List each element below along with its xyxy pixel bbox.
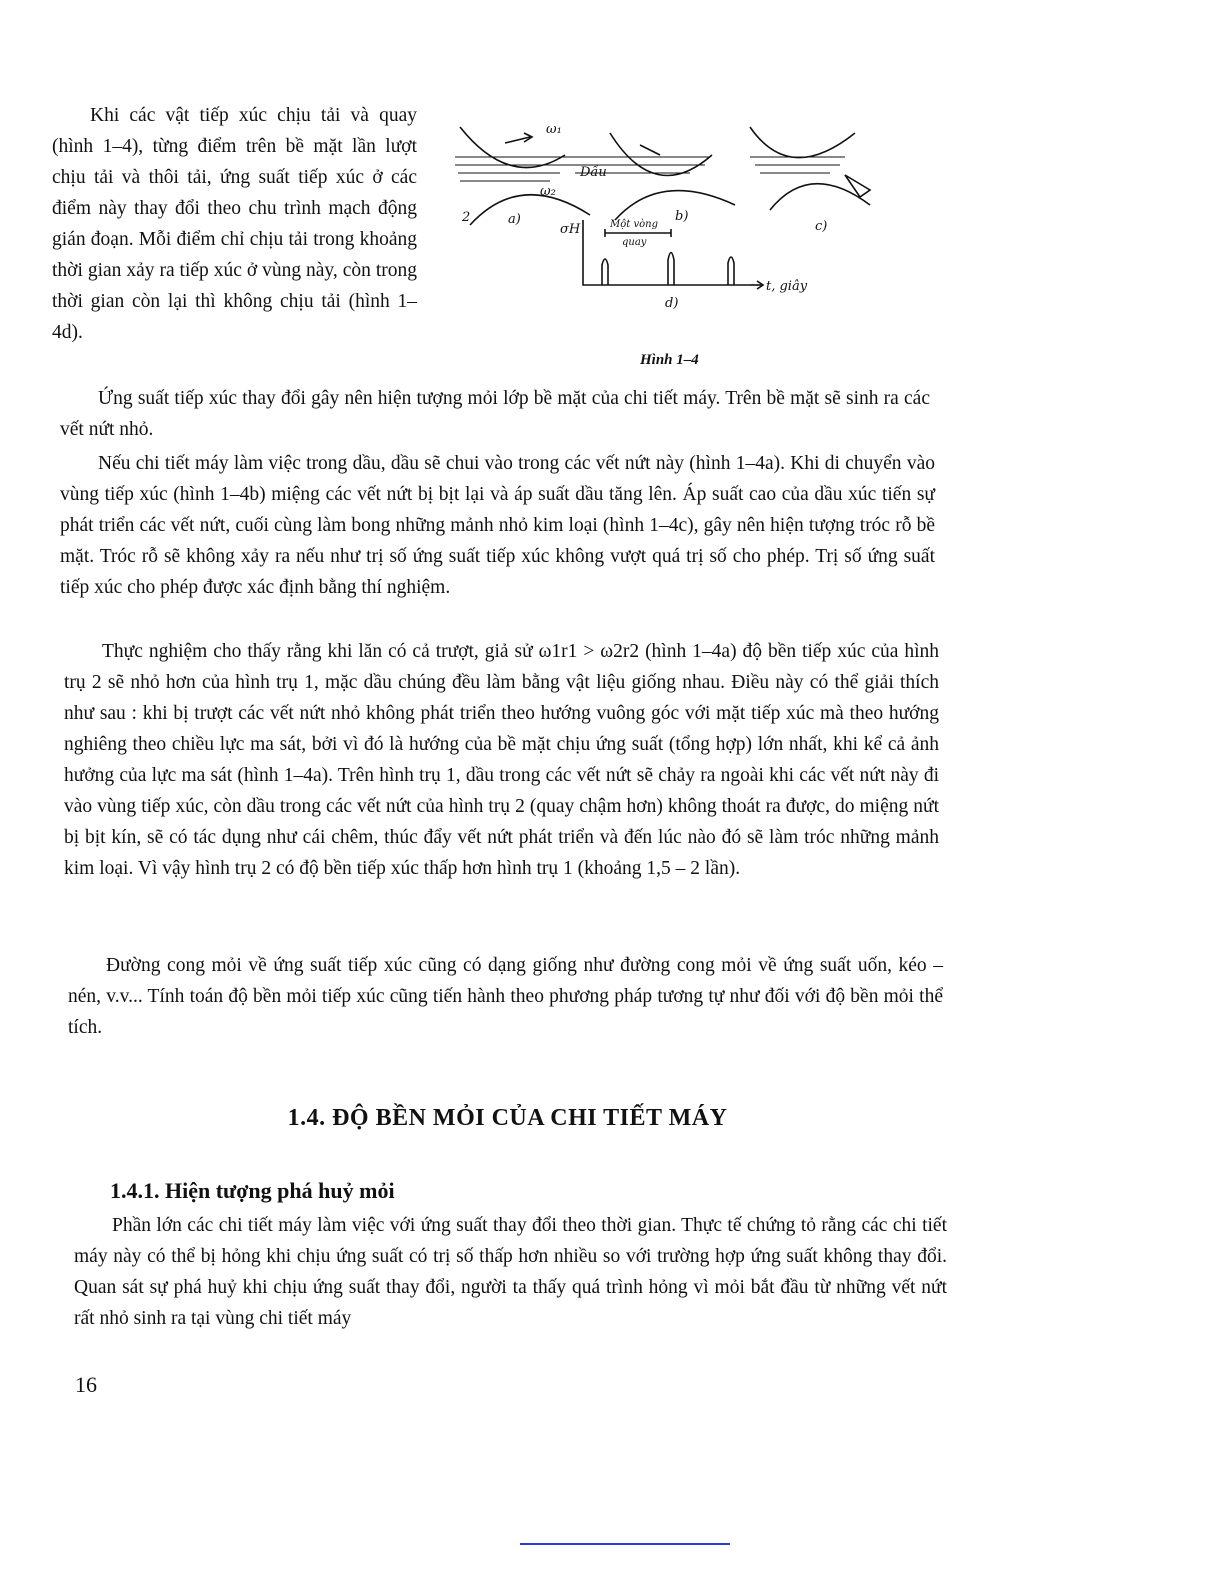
oil-label: Dầu: [580, 165, 607, 180]
panel-d-label: d): [665, 296, 679, 311]
omega2-label: ω₂: [540, 184, 556, 199]
pulse-1: [602, 259, 608, 285]
section-title: 1.4. ĐỘ BỀN MỎI CỦA CHI TIẾT MÁY: [287, 1105, 728, 1131]
time-axis-label: t, giây: [766, 279, 808, 294]
paragraph-4: Đường cong mỏi về ứng suất tiếp xúc cũng có dạng giống như đường cong mỏi về ứng suất uốn, kéo – nén, v.v... Tính toán độ bền mỏi tiếp xúc cũng tiến hành theo phương pháp tương tự như đối với độ bền mỏi thể tích.: [68, 955, 943, 1038]
pulse-3: [728, 257, 734, 285]
page-number: 16: [75, 1372, 97, 1397]
footer-link-underline[interactable]: [520, 1543, 730, 1545]
cylinder-2-arc-c: [770, 184, 870, 210]
cylinder-1-arc-c: [750, 127, 855, 158]
cylinder-2-label: 2: [462, 210, 471, 225]
one-revolution-label: Một vòng: [610, 219, 658, 230]
figure-1-4: [450, 115, 900, 375]
sigma-h-label: σH: [560, 222, 581, 237]
pulse-2: [668, 253, 674, 286]
figure-caption: Hình 1–4: [640, 352, 699, 368]
paragraph-2: Nếu chi tiết máy làm việc trong dầu, dầu sẽ chui vào trong các vết nứt này (hình 1–4a). Khi di chuyển vào vùng tiếp xúc (hình 1–4b) miệng các vết nứt bị bịt lại và áp suất dầu tăng lên. Áp suất cao của dầu xúc tiến sự phát triển các vết nứt, cuối cùng làm bong những mảnh nhỏ kim loại (hình 1–4c), gây nên hiện tượng tróc rỗ bề mặt. Tróc rỗ sẽ không xảy ra nếu như trị số ứng suất tiếp xúc không vượt quá trị số cho phép. Trị số ứng suất tiếp xúc cho phép được xác định bằng thí nghiệm.: [60, 453, 935, 598]
panel-b-label: b): [675, 209, 689, 224]
paragraph-3: Thực nghiệm cho thấy rằng khi lăn có cả trượt, giả sử ω1r1 > ω2r2 (hình 1–4a) độ bền tiếp xúc của hình trụ 2 sẽ nhỏ hơn của hình trụ 1, mặc dầu chúng đều làm bằng vật liệu giống nhau. Điều này có thể giải thích như sau : khi bị trượt các vết nứt nhỏ không phát triển theo hướng vuông góc với mặt tiếp xúc mà theo hướng nghiêng theo chiều lực ma sát, bởi vì đó là hướng của bề mặt chịu ứng suất (tổng hợp) lớn nhất, khi kể cả ảnh hưởng của lực ma sát (hình 1–4a). Trên hình trụ 1, dầu trong các vết nứt sẽ chảy ra ngoài khi các vết nứt này đi vào vùng tiếp xúc, còn dầu trong các vết nứt của hình trụ 2 (quay chậm hơn) không thoát ra được, do miệng nứt bị bịt kín, sẽ có tác dụng như cái chêm, thúc đẩy vết nứt phát triển và đến lúc nào đó sẽ làm tróc những mảnh kim loại. Vì vậy hình trụ 2 có độ bền tiếp xúc thấp hơn hình trụ 1 (khoảng 1,5 – 2 lần).: [64, 641, 939, 879]
panel-c-label: c): [815, 219, 828, 234]
one-revolution-label-2: quay: [622, 237, 647, 248]
cylinder-1-arc-b: [610, 133, 712, 175]
cylinder-2-arc-a: [470, 195, 590, 225]
omega1-label: ω₁: [546, 122, 562, 137]
paragraph-1: Ứng suất tiếp xúc thay đổi gây nên hiện tượng mỏi lớp bề mặt của chi tiết máy. Trên bề mặt sẽ sinh ra các vết nứt nhỏ.: [60, 388, 930, 440]
paragraph-5: Phần lớn các chi tiết máy làm việc với ứng suất thay đổi theo thời gian. Thực tế chứng tỏ rằng các chi tiết máy này có thể bị hỏng khi chịu ứng suất có trị số thấp hơn nhiều so với trường hợp ứng suất không thay đổi. Quan sát sự phá huỷ khi chịu ứng suất thay đổi, người ta thấy quá trình hỏng vì mỏi bắt đầu từ những vết nứt rất nhỏ sinh ra tại vùng chi tiết máy: [74, 1215, 947, 1329]
intro-paragraph: Khi các vật tiếp xúc chịu tải và quay (hình 1–4), từng điểm trên bề mặt lần lượt chịu tải và thôi tải, ứng suất tiếp xúc ở các điểm này thay đổi theo chu trình mạch động gián đoạn. Mỗi điểm chỉ chịu tải trong khoảng thời gian xảy ra tiếp xúc ở vùng này, còn trong thời gian còn lại thì không chịu tải (hình 1–4d).: [52, 105, 417, 343]
subsection-title: 1.4.1. Hiện tượng phá huỷ mỏi: [110, 1178, 395, 1203]
panel-a-label: a): [508, 212, 521, 227]
